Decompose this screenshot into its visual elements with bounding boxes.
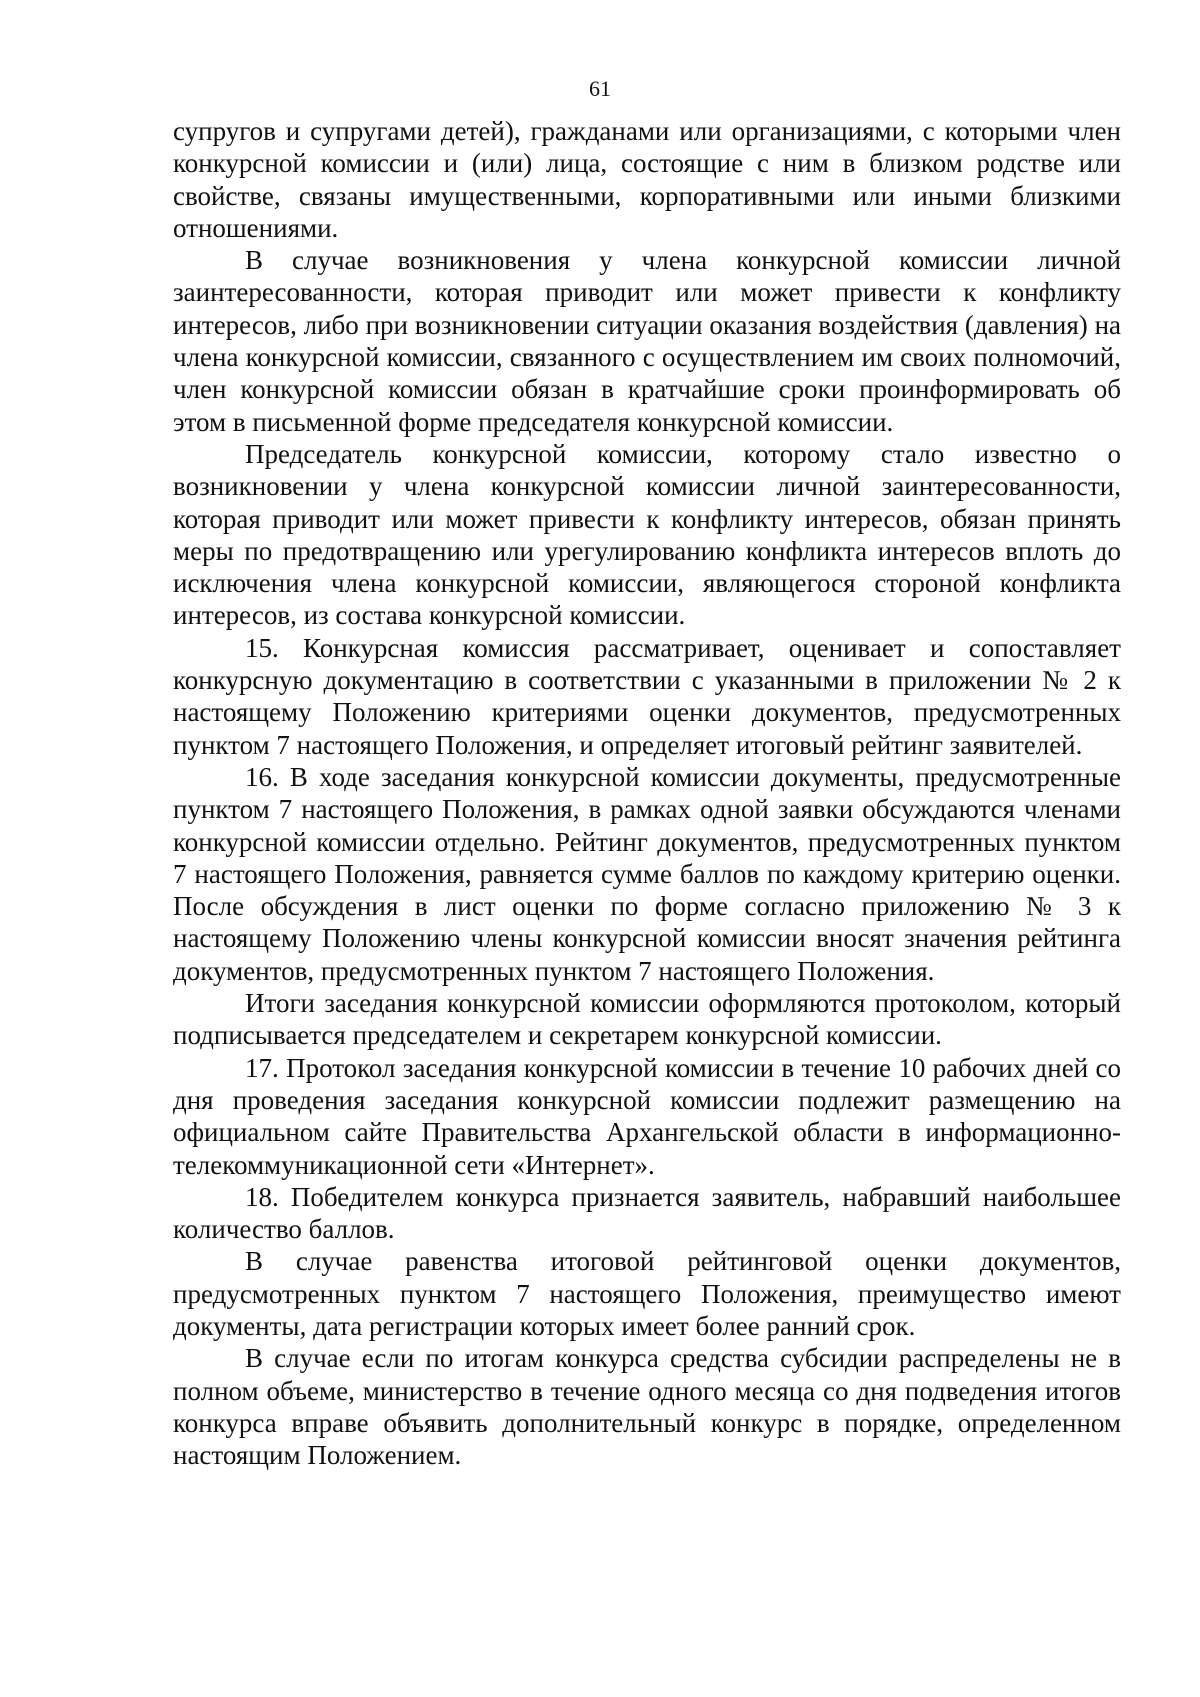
paragraph-chairman-measures: Председатель конкурсной комиссии, которому стало известно о возникновении у члена конкурсной комиссии личной заинтересованности, которая приводит или может привести к конфликту интересов, обязан принять меры по предотвращению или урегулированию конфликта интересов вплоть до исключения члена конкурсной комиссии, являющегося стороной конфликта интересов, из состава конкурсной комиссии. [173, 438, 1121, 631]
paragraph-conflict-notification: В случае возникновения у члена конкурсной комиссии личной заинтересованности, которая приводит или может привести к конфликту интересов, либо при возникновении ситуации оказания воздействия (давления) на члена конкурсной комиссии, связанного с осуществлением им своих полномочий, член конкурсной комиссии обязан в кратчайшие сроки проинформировать об этом в письменной форме председателя конкурсной комиссии. [173, 245, 1121, 437]
paragraph-additional-contest: В случае если по итогам конкурса средства субсидии распределены не в полном объеме, министерство в течение одного месяца со дня подведения итогов конкурса вправе объявить дополнительный конкурс в порядке, определенном настоящим Положением. [173, 1343, 1121, 1471]
page-number: 61 [589, 76, 611, 101]
paragraph-item-15: 15. Конкурсная комиссия рассматривает, оценивает и сопоставляет конкурсную документацию в соответствии с указанными в приложении № 2 к настоящему Положению критериями оценки документов, предусмотренных пунктом 7 настоящего Положения, и определяет итоговый рейтинг заявителей. [173, 632, 1121, 760]
paragraph-equal-rating: В случае равенства итоговой рейтинговой оценки документов, предусмотренных пунктом 7 настоящего Положения, преимущество имеют документы, дата регистрации которых имеет более ранний срок. [173, 1246, 1121, 1341]
document-body [173, 115, 1121, 1471]
paragraph-item-17: 17. Протокол заседания конкурсной комиссии в течение 10 рабочих дней со дня проведения заседания конкурсной комиссии подлежит размещению на официальном сайте Правительства Архангельской области в информационно-телекоммуникационной сети «Интернет». [173, 1052, 1121, 1180]
paragraph-continuation: супругов и супругами детей), гражданами или организациями, с которыми член конкурсной комиссии и (или) лица, состоящие с ним в близком родстве или свойстве, связаны имущественными, корпоративными или иными близкими отношениями. [173, 116, 1121, 243]
paragraph-item-18: 18. Победителем конкурса признается заявитель, набравший наибольшее количество баллов. [173, 1181, 1121, 1245]
paragraph-meeting-results: Итоги заседания конкурсной комиссии оформляются протоколом, который подписывается председателем и секретарем конкурсной комиссии. [173, 988, 1121, 1051]
paragraph-item-16: 16. В ходе заседания конкурсной комиссии документы, предусмотренные пунктом 7 настоящего Положения, в рамках одной заявки обсуждаются членами конкурсной комиссии отдельно. Рейтинг документов, предусмотренных пунктом 7 настоящего Положения, равняется сумме баллов по каждому критерию оценки. После обсуждения в лист оценки по форме согласно приложению № 3 к настоящему Положению члены конкурсной комиссии вносят значения рейтинга документов, предусмотренных пунктом 7 настоящего Положения. [173, 761, 1121, 986]
